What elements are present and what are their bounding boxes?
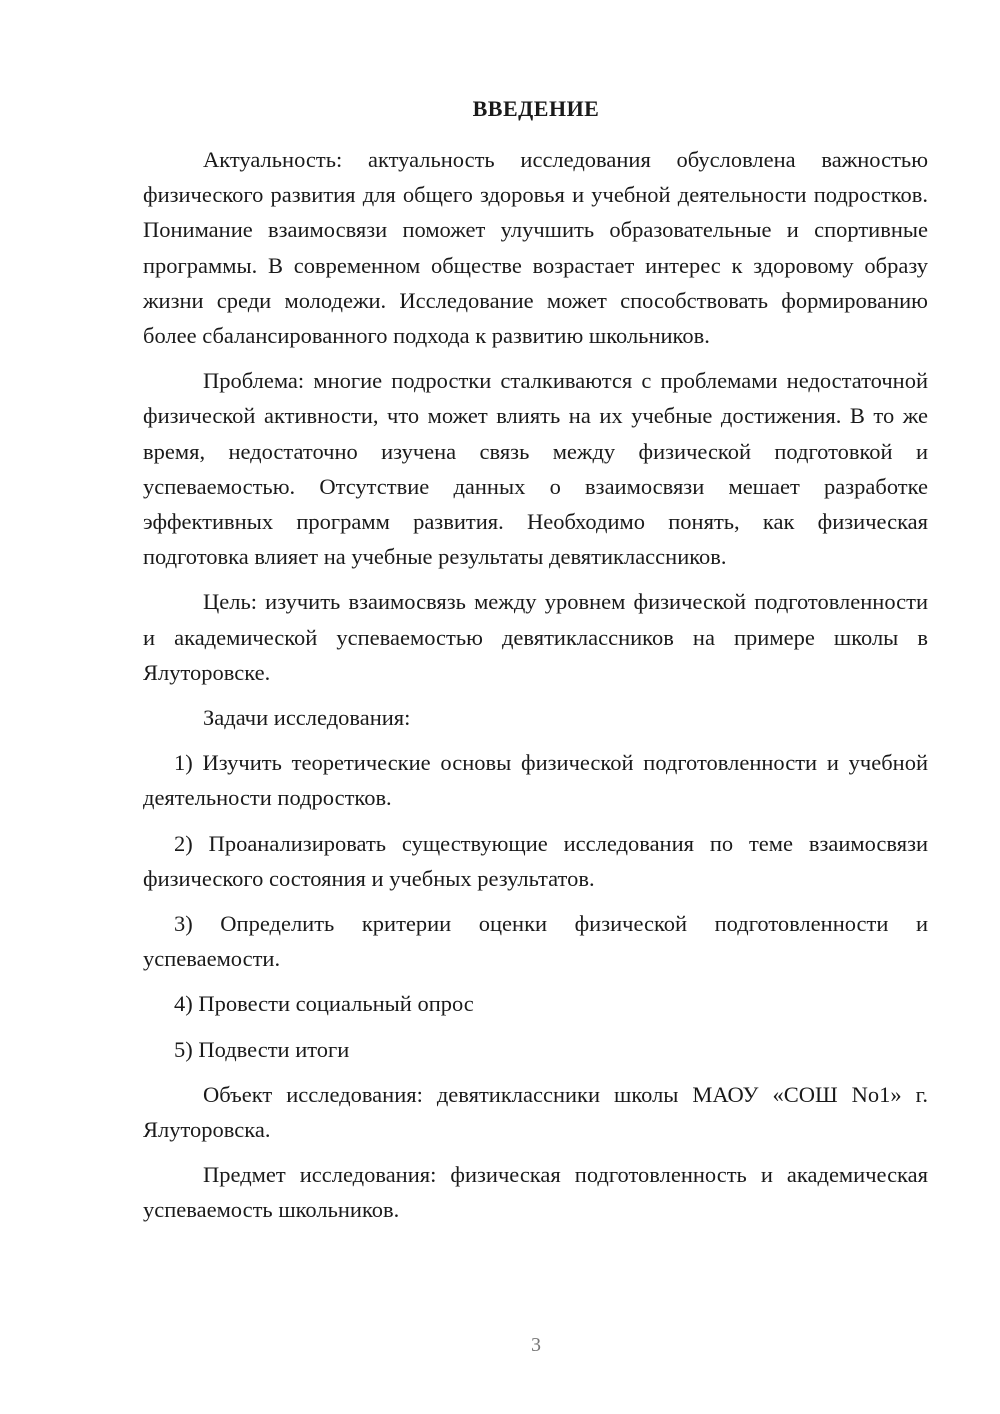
task-item-3: 3) Определить критерии оценки физической подготовленности и успеваемости. — [143, 911, 928, 972]
task-item-2: 2) Проанализировать существующие исследования по теме взаимосвязи физического состояния и учебных результатов. — [143, 830, 928, 891]
document-body — [143, 142, 928, 1228]
page-number: 3 — [531, 1334, 541, 1356]
page-title: ВВЕДЕНИЕ — [472, 96, 600, 121]
paragraph-subject: Предмет исследования: физическая подготовленность и академическая успеваемость школьников. — [143, 1162, 928, 1223]
paragraph-problem: Проблема: многие подростки сталкиваются с проблемами недостаточной физической активности, что может влиять на их учебные достижения. В то же время, недостаточно изучена связь между физической подготовкой и успеваемостью. Отсутствие данных о взаимосвязи мешает разработке эффективных программ развития. Необходимо понять, как физическая подготовка влияет на учебные результаты девятиклассников. — [143, 368, 928, 570]
tasks-heading: Задачи исследования: — [203, 705, 411, 731]
paragraph-object: Объект исследования: девятиклассники школы МАОУ «СОШ No1» г. Ялуторовска. — [143, 1081, 928, 1143]
paragraph-goal: Цель: изучить взаимосвязь между уровнем физической подготовленности и академической успеваемостью девятиклассников на примере школы в Ялуторовске. — [143, 589, 928, 685]
task-item-1: 1) Изучить теоретические основы физической подготовленности и учебной деятельности подростков. — [143, 750, 928, 811]
task-item-4: 4) Провести социальный опрос — [174, 991, 474, 1017]
task-item-5: 5) Подвести итоги — [174, 1036, 350, 1062]
paragraph-relevance: Актуальность: актуальность исследования обусловлена важностью физического развития для общего здоровья и учебной деятельности подростков. Понимание взаимосвязи поможет улучшить образовательные и спортивные программы. В современном обществе возрастает интерес к здоровому образу жизни среди молодежи. Исследование может способствовать формированию более сбалансированного подхода к развитию школьников. — [143, 147, 928, 349]
